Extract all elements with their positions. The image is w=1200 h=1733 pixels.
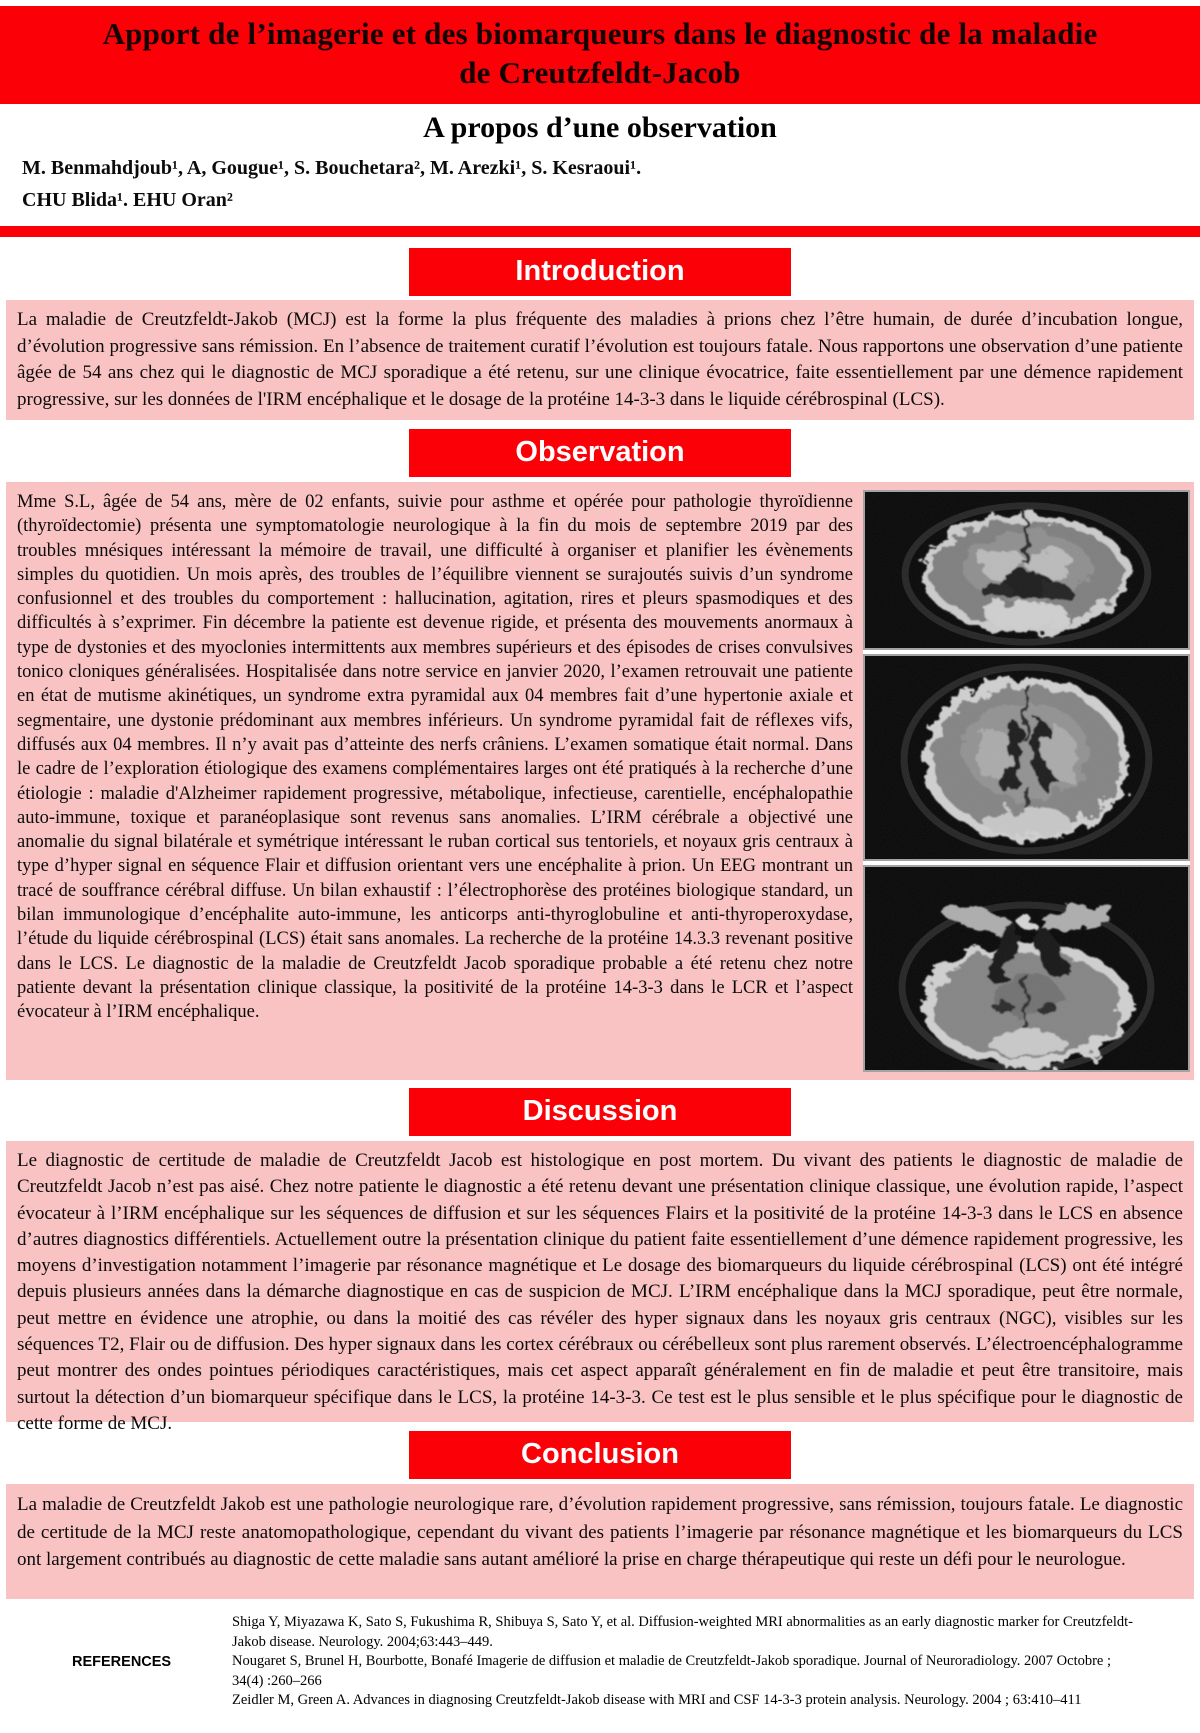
discussion-heading-row: [0, 1088, 1200, 1136]
affiliations-line: CHU Blida¹. EHU Oran²: [22, 189, 233, 211]
mri-figure-column: [863, 490, 1190, 1072]
discussion-panel: [6, 1141, 1194, 1434]
poster-subtitle: A propos d’une observation: [423, 111, 777, 144]
mri-axial-diffusion-slice-2: [863, 654, 1190, 861]
introduction-panel: [6, 300, 1194, 420]
observation-heading: Observation: [409, 429, 791, 477]
references-label: REFERENCES: [72, 1653, 172, 1670]
mri-slice-1-graphic: [865, 492, 1188, 648]
references-list: [232, 1613, 1142, 1711]
discussion-heading: Discussion: [409, 1088, 791, 1136]
reference-item: Nougaret S, Brunel H, Bourbotte, Bonafé Imagerie de diffusion et maladie de Creutzfeldt-Jakob sporadique. Journal of Neuroradiology. 2007 Octobre ; 34(4) :260–266: [232, 1653, 1112, 1689]
references-section: [0, 1613, 1200, 1711]
authors-block: [0, 156, 1200, 212]
conclusion-panel: [6, 1484, 1194, 1599]
discussion-body-text: Le diagnostic de certitude de maladie de Creutzfeldt Jacob est histologique en post mortem. Du vivant des patients le diagnostic de maladie de Creutzfeldt Jacob n’est pas aisé. Chez notre patiente le diagnostic a été retenu devant une présentation clinique classique, une évolution rapide, l’aspect évocateur à l’IRM encéphalique sur les séquences de diffusion et sur les séquences Flairs et la positivité de la protéine 14-3-3 dans le LCS en absence d’autres diagnostics différentiels. Actuellement outre la présentation clinique du patient faite essentiellement d’une démence rapidement progressive, les moyens d’investigation notamment l’imagerie par résonance magnétique et Le dosage des biomarqueurs du liquide cérébrospinal (LCS) ont été intégré depuis plusieurs années dans la démarche diagnostique en cas de suspicion de MCJ. L’IRM encéphalique dans la MCJ sporadique, peut être normale, peut mettre en évidence une atrophie, ou dans la moitié des cas révéler des hyper signaux dans les noyaux gris centraux (NGC), visibles sur les séquences T2, Flair ou de diffusion. Des hyper signaux dans les cortex cérébraux ou cérébelleux sont plus rarement observés. L’électroencéphalogramme peut montrer des ondes pointues périodiques caractéristiques, mais cet aspect apparaît généralement en fin de maladie et peut être transitoire, mais surtout la détection d’un biomarqueur spécifique dans le LCS, la protéine 14-3-3. Ce test est le plus sensible et le plus spécifique pour le diagnostic de cette forme de MCJ.: [17, 1150, 1183, 1434]
introduction-heading: Introduction: [409, 248, 791, 296]
introduction-body-text: La maladie de Creutzfeldt-Jakob (MCJ) est la forme la plus fréquente des maladies à prions chez l’être humain, de durée d’incubation longue, d’évolution progressive sans rémission. En l’absence de traitement curatif l’évolution est toujours fatale. Nous rapportons une observation d’une patiente âgée de 54 ans chez qui le diagnostic de MCJ sporadique a été retenu, sur une clinique évocatrice, faite essentiellement par une démence rapidement progressive, sur les données de l'IRM encéphalique et le dosage de la protéine 14-3-3 dans le liquide cérébrospinal (LCS).: [17, 309, 1183, 410]
conclusion-heading-row: [0, 1431, 1200, 1479]
poster-title-line-1: Apport de l’imagerie et des biomarqueurs dans le diagnostic de la maladie: [102, 16, 1098, 51]
conclusion-heading: Conclusion: [409, 1431, 791, 1479]
reference-item: Shiga Y, Miyazawa K, Sato S, Fukushima R, Shibuya S, Sato Y, et al. Diffusion-weighted MRI abnormalities as an early diagnostic marker for Creutzfeldt-Jakob disease. Neurology. 2004;63:443–449.: [232, 1614, 1133, 1650]
mri-axial-diffusion-slice-1: [863, 490, 1190, 650]
poster-title-line-2: de Creutzfeldt-Jacob: [459, 55, 741, 90]
poster-title-banner: [0, 6, 1200, 104]
observation-body-text: Mme S.L, âgée de 54 ans, mère de 02 enfants, suivie pour asthme et opérée pour pathologie thyroïdienne (thyroïdectomie) présenta une symptomatologie neurologique à la fin du mois de septembre 2019 par des troubles mnésiques intéressant la mémoire de travail, une difficulté à organiser et planifier les évènements simples du quotidien. Un mois après, des troubles de l’équilibre viennent se surajoutés suivis d’un syndrome confusionnel et des troubles du comportement : hallucination, agitation, rires et pleurs spasmodiques et des difficultés à s’exprimer. Fin décembre la patiente est devenue rigide, et présenta des mouvements anormaux à type de dystonies et des myoclonies intermittents aux membres supérieurs et des épisodes de crises convulsives tonico cloniques généralisées. Hospitalisée dans notre service en janvier 2020, l’examen retrouvait une patiente en état de mutisme akinétiques, un syndrome extra pyramidal aux 04 membres fait d’une hypertonie axiale et segmentaire, une dystonie prédominant aux membres inférieurs. Un syndrome pyramidal fait de réflexes vifs, diffusés aux 04 membres. Il n’y avait pas d’atteinte des nerfs crâniens. L’examen somatique était normal. Dans le cadre de l’exploration étiologique des examens complémentaires larges ont été pratiqués à la recherche d’une étiologie : maladie d'Alzheimer rapidement progressive, métabolique, infectieuse, carentielle, encéphalopathie auto-immune, toxique et paranéoplasique sont revenus sans anomalies. L’IRM cérébrale a objectivé une anomalie du signal bilatérale et symétrique intéressant le ruban cortical sus tentoriels, et noyaux gris centraux à type d’hyper signal en séquence Flair et diffusion orientant vers une encéphalite à prion. Un EEG montrant un tracé de souffrance cérébral diffuse. Un bilan exhaustif : l’électrophorèse des protéines biologique standard, un bilan immunologique d’encéphalite auto-immune, les anticorps anti-thyroglobuline et anti-thyroperoxydase, l’étude du liquide cérébrospinal (LCS) était sans anomales. La recherche de la protéine 14.3.3 revenant positive dans le LCS. Le diagnostic de la maladie de Creutzfeldt Jacob sporadique probable a été retenu chez notre patiente devant la présentation clinique classique, la positivité de la protéine 14-3-3 dans le LCR et l’aspect évocateur à l’IRM encéphalique.: [17, 492, 853, 1023]
authors-line: M. Benmahdjoub¹, A, Gougue¹, S. Bouchetara², M. Arezki¹, S. Kesraoui¹.: [22, 157, 642, 179]
reference-item: Zeidler M, Green A. Advances in diagnosing Creutzfeldt-Jakob disease with MRI and CSF 14-3-3 protein analysis. Neurology. 2004 ; 63:410–411: [232, 1692, 1082, 1708]
observation-panel: [6, 482, 1194, 1080]
mri-axial-diffusion-slice-3: [863, 865, 1190, 1072]
conclusion-body-text: La maladie de Creutzfeldt Jakob est une pathologie neurologique rare, d’évolution rapidement progressive, sans rémission, toujours fatale. Le diagnostic de certitude de la MCJ reste anatomopathologique, cependant du vivant des patients l’imagerie par résonance magnétique et les biomarqueurs du LCS ont largement contribués au diagnostic de cette maladie sans autant amélioré la prise en charge thérapeutique qui reste un défi pour le neurologue.: [17, 1494, 1183, 1570]
mri-slice-3-graphic: [865, 867, 1188, 1070]
mri-slice-2-graphic: [865, 656, 1188, 859]
introduction-heading-row: [0, 248, 1200, 296]
red-divider-bar: [0, 226, 1200, 237]
observation-heading-row: [0, 429, 1200, 477]
